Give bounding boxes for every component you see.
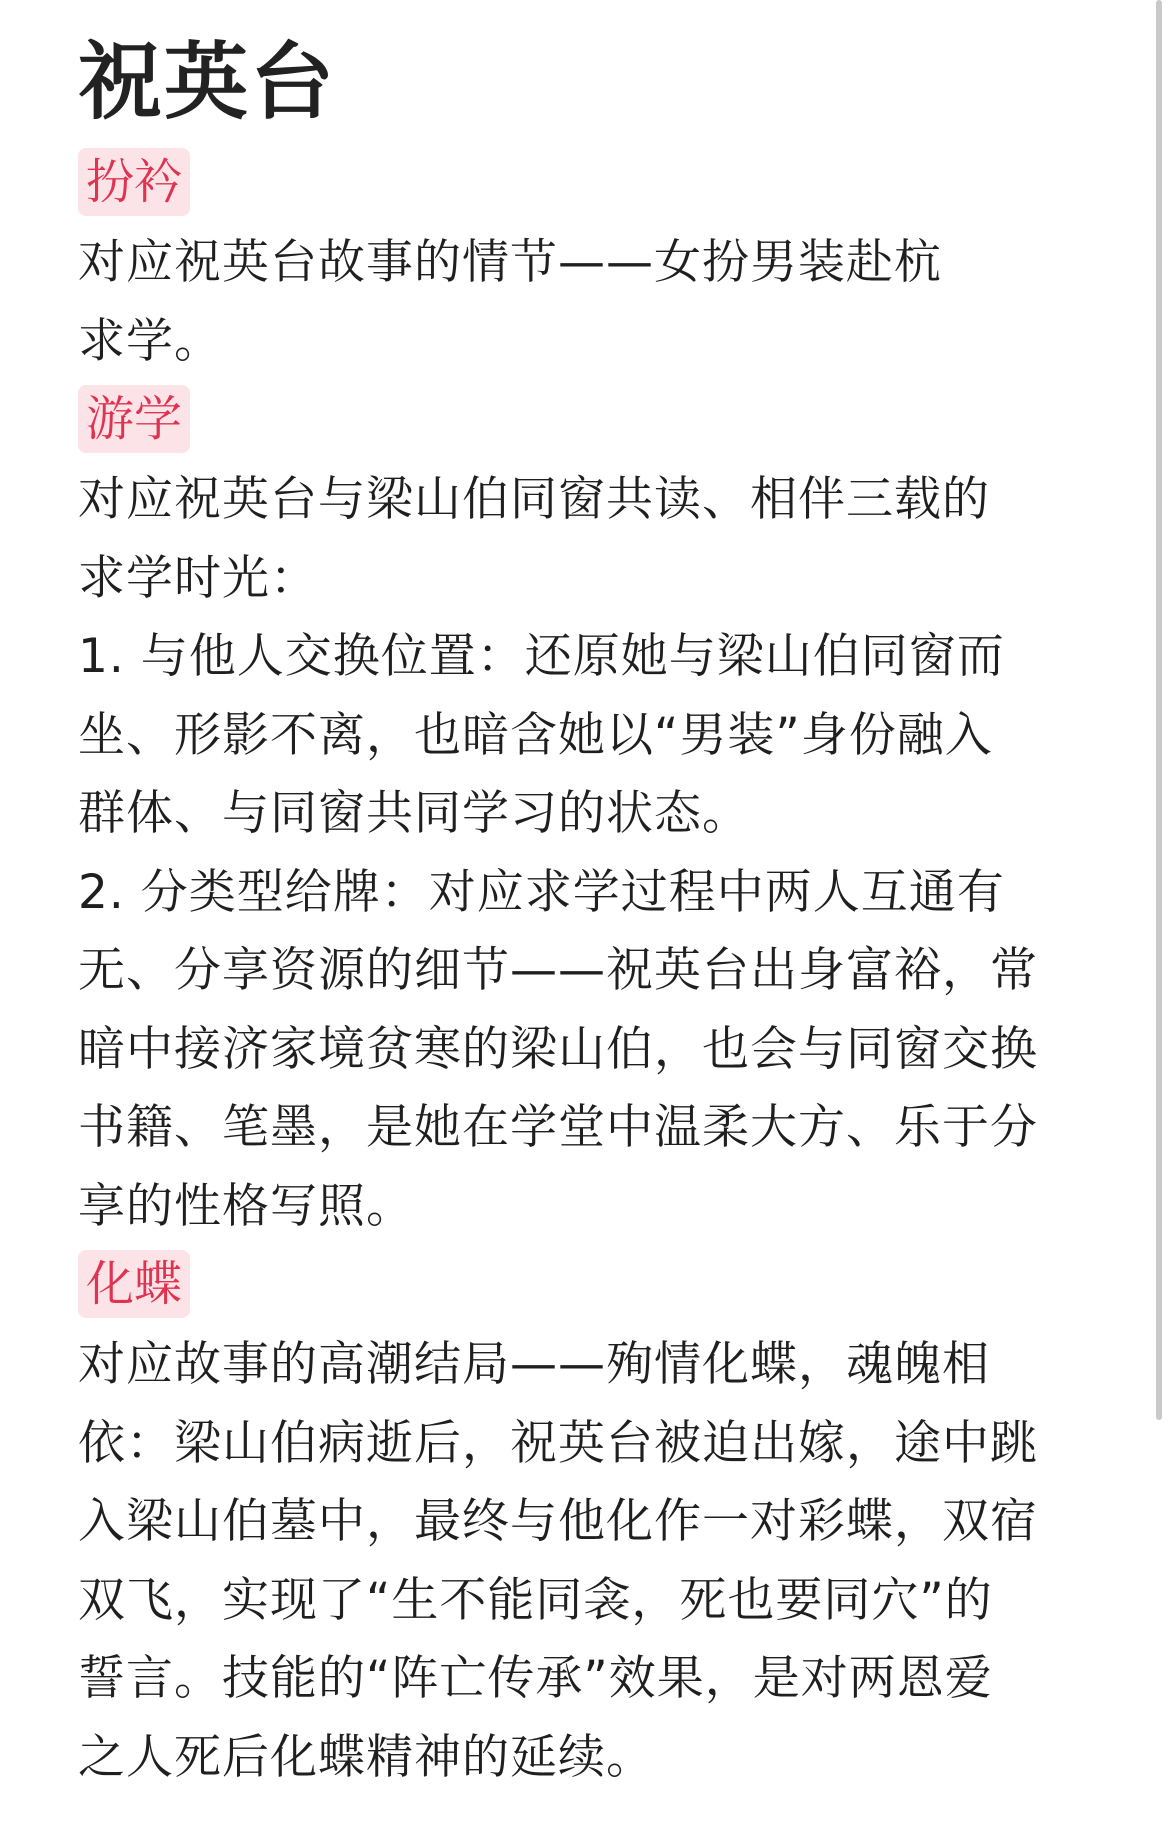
section-body (78, 224, 1098, 381)
text-line: 双飞，实现了“生不能同衾，死也要同穴”的 (78, 1572, 993, 1628)
text-line: 暗中接济家境贫寒的梁山伯，也会与同窗交换 (78, 1021, 1038, 1077)
text-line: 求学。 (78, 313, 222, 369)
document-page (78, 22, 1098, 1797)
text-line: 书籍、笔墨，是她在学堂中温柔大方、乐于分 (78, 1100, 1038, 1155)
section-body (78, 461, 1098, 1246)
section-tag: 游学 (78, 385, 190, 453)
section-tag: 化蝶 (78, 1250, 190, 1318)
text-line: 坐、形影不离，也暗含她以“男装”身份融入 (78, 707, 993, 763)
text-line: 之人死后化蝶精神的延续。 (78, 1729, 654, 1785)
text-line: 群体、与同窗共同学习的状态。 (78, 786, 750, 841)
section-body (78, 1326, 1098, 1797)
section-tag: 扮衿 (78, 148, 190, 216)
text-line: 1. 与他人交换位置：还原她与梁山伯同窗而 (78, 629, 1005, 684)
text-line: 2. 分类型给牌：对应求学过程中两人互通有 (78, 864, 1005, 920)
section-banjin (78, 148, 1098, 381)
section-huadie (78, 1250, 1098, 1797)
scrollbar[interactable] (1156, 0, 1162, 1420)
text-line: 无、分享资源的细节——祝英台出身富裕，常 (78, 943, 1038, 998)
text-line: 享的性格写照。 (78, 1178, 414, 1234)
page-title: 祝英台 (78, 33, 337, 131)
text-line: 依：梁山伯病逝后，祝英台被迫出嫁，途中跳 (78, 1415, 1038, 1471)
text-line: 求学时光： (78, 550, 318, 606)
text-line: 对应祝英台故事的情节——女扮男装赴杭 (78, 235, 942, 290)
text-line: 誓言。技能的“阵亡传承”效果，是对两恩爱 (78, 1651, 993, 1706)
text-line: 入梁山伯墓中，最终与他化作一对彩蝶，双宿 (78, 1494, 1038, 1549)
section-youxue (78, 385, 1098, 1246)
text-line: 对应故事的高潮结局——殉情化蝶，魂魄相 (78, 1337, 990, 1392)
text-line: 对应祝英台与梁山伯同窗共读、相伴三载的 (78, 472, 990, 527)
